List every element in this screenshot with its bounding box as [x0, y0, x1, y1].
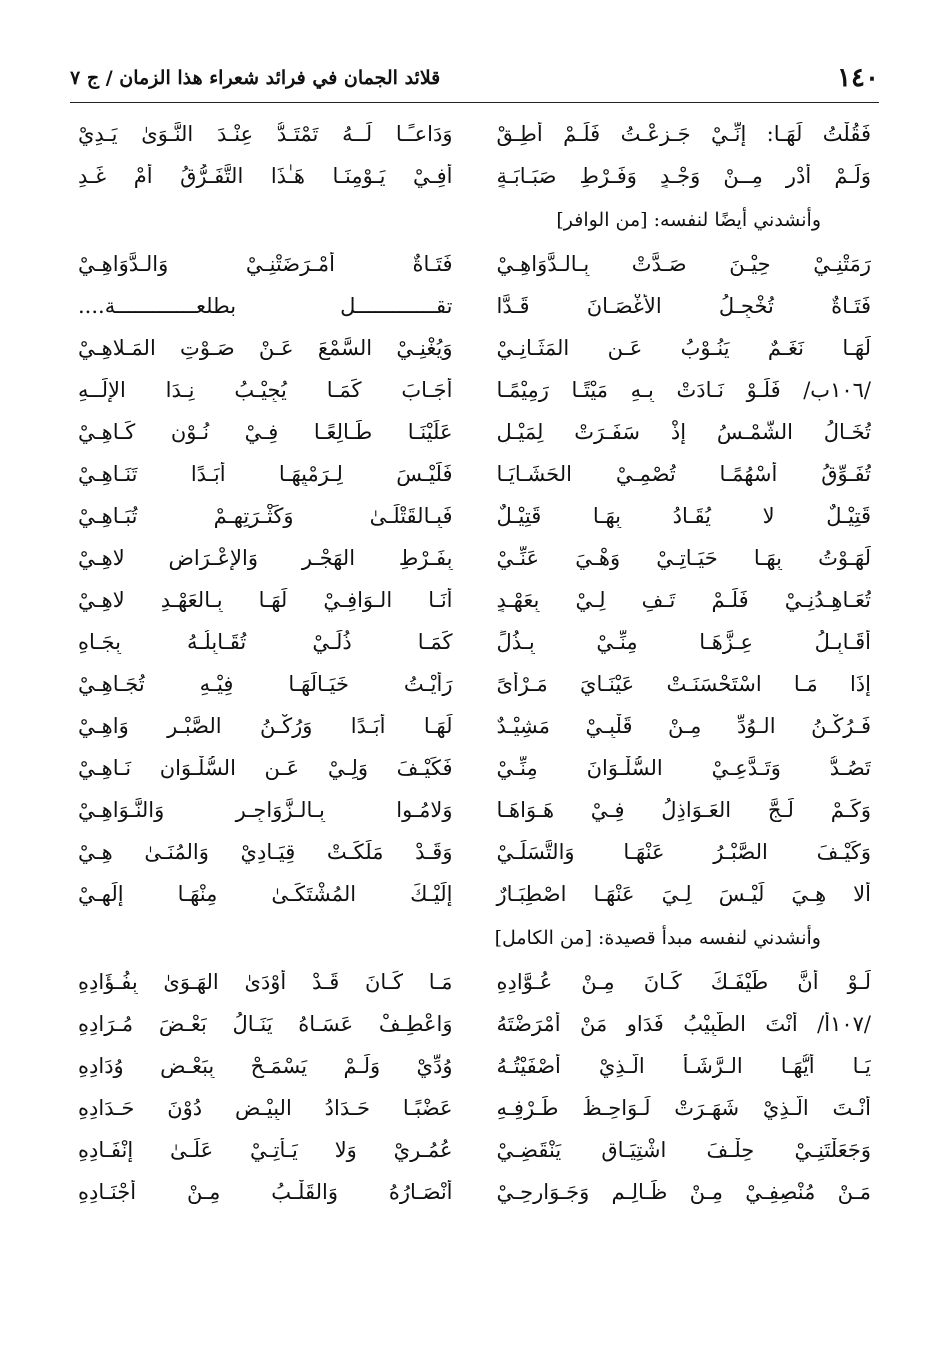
second-hemistich: كَمَـا ذُلِّـيْ تُقَـابِلُـهُ بِجَـاهِ	[78, 630, 453, 654]
first-hemistich: فَـرُكْـنُ الـوُدِّ مِـنْ قَلْبِـيْ مَشِيْـدٌ	[496, 714, 871, 738]
poem-intro: وأنشدني لنفسه مبدأ قصيدة: [من الكامل]	[494, 927, 821, 949]
second-hemistich: وَلامُـوا بِـالـزَّوَاجِـرِ وَالنَّـوَاهِـيْ	[78, 798, 453, 822]
verse-line	[78, 873, 871, 915]
verse-line	[78, 663, 871, 705]
verse-line	[78, 411, 871, 453]
second-hemistich: رَأيْـتُ خَيَـالَهَـا فِيْـهِ تُجَـاهِـيْ	[78, 672, 453, 696]
second-hemistich: عَضْبًـا حَـدَادُ البِيْـضِ دُوْنَ حَـدَادِهِ	[78, 1096, 453, 1120]
second-hemistich: عُمُـرِيْ وَلا يَـأتِـيْ عَلَـىٰ إنْفَـادِهِ	[78, 1138, 453, 1162]
verse-line	[78, 705, 871, 747]
second-hemistich: أفِـيْ يَـوْمِنَـا هَـٰذَا التَّفَـرُّقُ أمْ غَـدِ	[78, 164, 453, 188]
first-hemistich: إذَا مَـا اسْتَحْسَنَـتْ عَيْنَـايَ مَـرْأىً	[496, 672, 871, 696]
verse-line	[78, 155, 871, 197]
second-hemistich: فَتَـاةٌ أمْـرَضَتْنِـيْ وَالـدَّوَاهِـيْ	[78, 252, 453, 276]
first-hemistich: لَهَـا نَغَـمٌ يَنُـوْبُ عَـنِ المَثَـانِـيْ	[496, 336, 871, 360]
verse-line	[78, 537, 871, 579]
first-hemistich: /١٠٦ب/ فَلَـوْ نَـادَتْ بِـهِ مَيْتًـا رَمِيْمًـا	[496, 378, 871, 402]
verse-line	[78, 579, 871, 621]
verse-line	[78, 1087, 871, 1129]
first-hemistich: تَصُـدُّ وَتَـدَّعِـيْ السُّلْـوَانَ مِنِّـيْ	[496, 756, 871, 780]
first-hemistich: وَكَـمْ لَـجَّ العَـوَاذِلُ فِـيْ هَـوَاهَـا	[496, 798, 871, 822]
verse-line	[78, 495, 871, 537]
verse-line	[78, 789, 871, 831]
page-number: ١٤٠	[837, 63, 879, 93]
first-hemistich: /١٠٧أ/ أنْتَ الطَّبِيْبُ فَدَاوِ مَنْ أمْرَضْتَهُ	[496, 1012, 871, 1036]
second-hemistich: فَبِـالقَتْلَـىٰ وَكَثْـرَتِهِـمْ تُبَـاهِـيْ	[78, 504, 453, 528]
second-hemistich: تقـــــــــــــل بطلعـــــــــــــة....	[78, 294, 453, 318]
verse-line	[78, 285, 871, 327]
verse-line	[78, 243, 871, 285]
second-hemistich: وَاعْطِـفْ عَسَـاهُ يَنَـالُ بَعْـضَ مُـرَادِهِ	[78, 1012, 453, 1036]
first-hemistich: وَكَيْـفَ الصَّبْـرُ عَنْهَـا وَالتَّسَلِّـيْ	[496, 840, 871, 864]
first-hemistich: رَمَتْنِـيْ حِيْـنَ صَـدَّتْ بِـالـدَّوَاهِـيْ	[496, 252, 871, 276]
second-hemistich: وُدِّيْ وَلَـمْ يَسْمَـحْ بِبَعْـضِ وُدَادِهِ	[78, 1054, 453, 1078]
first-hemistich: وَلَـمْ أدْرِ مِــنْ وَجْـدٍ وَفَـرْطِ صَبَـابَـةٍ	[496, 164, 871, 188]
verse-line	[78, 1045, 871, 1087]
second-hemistich: فَلَيْـسَ لِـرَمْيِهَـا أبَـدًا تَنَـاهِـيْ	[78, 462, 453, 486]
verse-line	[78, 453, 871, 495]
first-hemistich: فَتَـاةٌ تُخْجِـلُ الأغْصَـانَ قَـدًّا	[496, 294, 871, 318]
first-hemistich: وَجَعَلْتَنِـيْ حِلْـفَ اشْتِيَـاقٍ يَنْقَضِـيْ	[496, 1138, 871, 1162]
verse-line	[78, 1129, 871, 1171]
second-hemistich: لَهَـا أبَـدًا وَرُكْـنُ الصَّبْـرِ وَاهِـيْ	[78, 714, 453, 738]
verse-line	[78, 831, 871, 873]
second-hemistich: أنْصَـارُهُ وَالقَلْـبُ مِـنْ أجْنَـادِهِ	[78, 1180, 453, 1204]
second-hemistich: وَدَاعـًـا لَــهُ تَمْتَـدُّ عِنْـدَ النَّـوَىٰ يَـدِيْ	[78, 122, 453, 146]
first-hemistich: فَقُلْتُ لَهَـا: إنِّـيْ جَـزِعْـتُ فَلَـمْ أُطِـقْ	[496, 122, 871, 146]
second-hemistich: مَـا كَـانَ قَـدْ أوْدَىٰ الهَـوَىٰ بِفُـؤَادِهِ	[78, 970, 453, 994]
second-hemistich: أجَـابَ كَمَـا يُجِيْـبُ نِـدَا الإلَــهِ	[78, 378, 453, 402]
first-hemistich: أنْـتَ الَّـذِيْ شَهَـرَتْ لَـوَاحِـظُ طَـرْفِـهِ	[496, 1096, 871, 1120]
first-hemistich: تُعَـاهِـدُنِـيْ فَلَـمْ تَـفِ لِـيْ بِعَهْـدٍ	[496, 588, 871, 612]
verse-line	[78, 961, 871, 1003]
first-hemistich: قَتِيْـلٌ لا يُقَـادُ بِهَـا قَتِيْـلٌ	[496, 504, 871, 528]
header-rule	[70, 102, 879, 103]
second-hemistich: بِفَـرْطِ الهَجْـرِ وَالإعْـرَاضِ لاهِـيْ	[78, 546, 453, 570]
poem-intro: وأنشدني أيضًا لنفسه: [من الوافر]	[556, 209, 821, 231]
running-header	[70, 58, 879, 98]
verse-line	[78, 113, 871, 155]
first-hemistich: مَـنْ مُنْصِفِـيْ مِـنْ ظَـالِـمٍ وَجَـوَارِحِـيْ	[496, 1180, 871, 1204]
first-hemistich: تُفَـوِّقُ أسْهُمًـا تُصْمِـيْ الحَشَـايَـا	[496, 462, 871, 486]
poem-body	[78, 113, 871, 1213]
first-hemistich: أُقَـابِـلُ عِـزَّهَـا مِنِّـيْ بِـذُلٍّ	[496, 630, 871, 654]
verse-line	[78, 1003, 871, 1045]
running-title: قلائد الجمان في فرائد شعراء هذا الزمان / ج ٧	[70, 67, 441, 89]
second-hemistich: عَلَيْنَـا طَـالِعًـا فِـيْ نُـوْنِ كَـاهِـيْ	[78, 420, 453, 444]
first-hemistich: لَـوْ أنَّ طَيْفَـكَ كَـانَ مِـنْ عُـوَّادِهِ	[496, 970, 871, 994]
verse-line	[78, 747, 871, 789]
second-hemistich: وَقَـدْ مَلَكَـتْ قِيَـادِيْ وَالمُنَـىٰ هِـيْ	[78, 840, 453, 864]
verse-line	[78, 621, 871, 663]
second-hemistich: فَكَيْـفَ وَلِـيْ عَـنِ السُّلْـوَانِ نَـاهِـيْ	[78, 756, 453, 780]
first-hemistich: لَهَـوْتُ بِهَـا حَيَـاتِـيْ وَهْـيَ عَنِّـيْ	[496, 546, 871, 570]
verse-line	[78, 327, 871, 369]
first-hemistich: ألا هِـيَ لَيْـسَ لِـيَ عَنْهَـا اصْطِبَـارٌ	[496, 882, 871, 906]
first-hemistich: يَـا أيُّهَـا الـرَّشَـأُ الَّـذِيْ أصْفَيْتُـهُ	[496, 1054, 871, 1078]
second-hemistich: وَيُغْنِـيْ السَّمْعَ عَـنْ صَـوْتِ المَـلاهِـيْ	[78, 336, 453, 360]
verse-line	[78, 1171, 871, 1213]
verse-line	[78, 369, 871, 411]
second-hemistich: أنَـا الـوَافِـيْ لَهَـا بِـالعَهْـدِ لاهِـيْ	[78, 588, 453, 612]
second-hemistich: إلَيْـكَ المُشْتَكَـىٰ مِنْهَـا إلَهِـيْ	[78, 882, 453, 906]
first-hemistich: تُخَـالُ الشَّمْـسُ إذْ سَفَـرَتْ لِمَيْـلٍ	[496, 420, 871, 444]
